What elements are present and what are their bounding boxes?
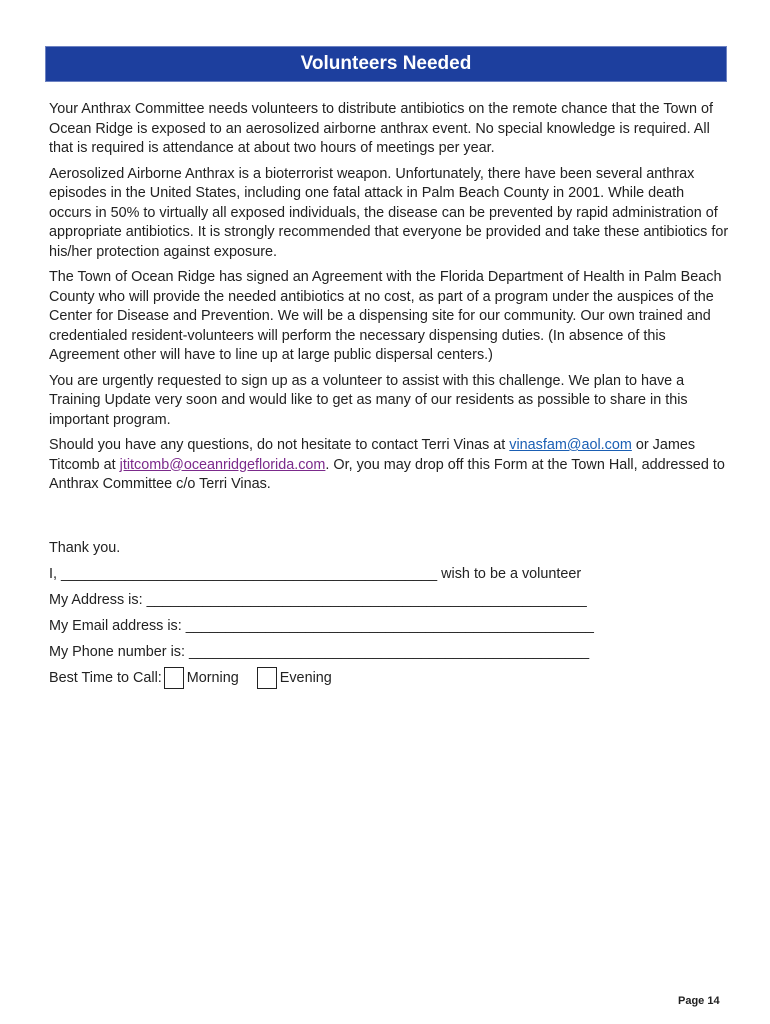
page-title-banner bbox=[45, 46, 727, 82]
morning-option bbox=[162, 667, 239, 689]
evening-option bbox=[255, 667, 332, 689]
paragraph-contact bbox=[49, 436, 729, 495]
phone-field[interactable]: My Phone number is: __________________________________________________ bbox=[49, 643, 590, 660]
email-link-titcomb[interactable]: jtitcomb@oceanridgeflorida.com bbox=[119, 456, 326, 473]
address-field[interactable]: My Address is: _______________________________________________________ bbox=[49, 591, 587, 608]
page-number: Page 14 bbox=[678, 995, 720, 1007]
contact-text-1: Should you have any questions, do not hesitate to contact Terri Vinas at bbox=[49, 437, 510, 453]
best-time-label: Best Time to Call: bbox=[49, 669, 162, 686]
morning-label: Morning bbox=[186, 669, 239, 686]
email-link-vinas[interactable]: vinasfam@aol.com bbox=[509, 437, 632, 453]
page-title: Volunteers Needed bbox=[300, 53, 472, 74]
evening-label: Evening bbox=[279, 669, 332, 686]
contact-text-2: or James Titcomb at bbox=[49, 437, 696, 473]
body-text bbox=[49, 100, 729, 501]
evening-checkbox[interactable] bbox=[257, 667, 277, 689]
thanks-line: Thank you. bbox=[49, 539, 121, 556]
paragraph-agreement: The Town of Ocean Ridge has signed an Agreement with the Florida Department of Health in Palm Beach County who will provide the needed antibiotics at no cost, as part of a program under the auspices of the Center for Disease and Prevention. We will be a dispensing site for our community. Our own trained and credentialed resident-volunteers will perform the necessary dispensing duties. (In absence of this Agreement other will have to line up at large public dispersal centers.) bbox=[49, 269, 722, 363]
contact-text-3: . Or, you may drop off this Form at the Town Hall, addressed to Anthrax Committee c/o Terri Vinas. bbox=[49, 456, 725, 492]
email-field[interactable]: My Email address is: ___________________________________________________ bbox=[49, 617, 594, 634]
best-time-row bbox=[49, 665, 729, 691]
name-field[interactable]: I, _______________________________________________ wish to be a volunteer bbox=[49, 565, 582, 582]
volunteer-form bbox=[49, 535, 729, 691]
morning-checkbox[interactable] bbox=[164, 667, 184, 689]
paragraph-intro: Your Anthrax Committee needs volunteers to distribute antibiotics on the remote chance that the Town of Ocean Ridge is exposed to an aerosolized airborne anthrax event. No special knowledge is required. All that is required is attendance at about two hours of meetings per year. bbox=[49, 101, 713, 156]
paragraph-request: You are urgently requested to sign up as a volunteer to assist with this challenge. We plan to have a Training Update very soon and would like to get as many of our residents as possible to share in this important program. bbox=[49, 372, 688, 428]
paragraph-anthrax-info: Aerosolized Airborne Anthrax is a bioterrorist weapon. Unfortunately, there have been several anthrax episodes in the United States, including one fatal attack in Palm Beach County in 2001. While death occurs in 50% to virtually all exposed individuals, the disease can be prevented by rapid administration of appropriate antibiotics. It is strongly recommended that everyone be provided and take these antibiotics for his/her protection against exposure. bbox=[49, 165, 729, 260]
